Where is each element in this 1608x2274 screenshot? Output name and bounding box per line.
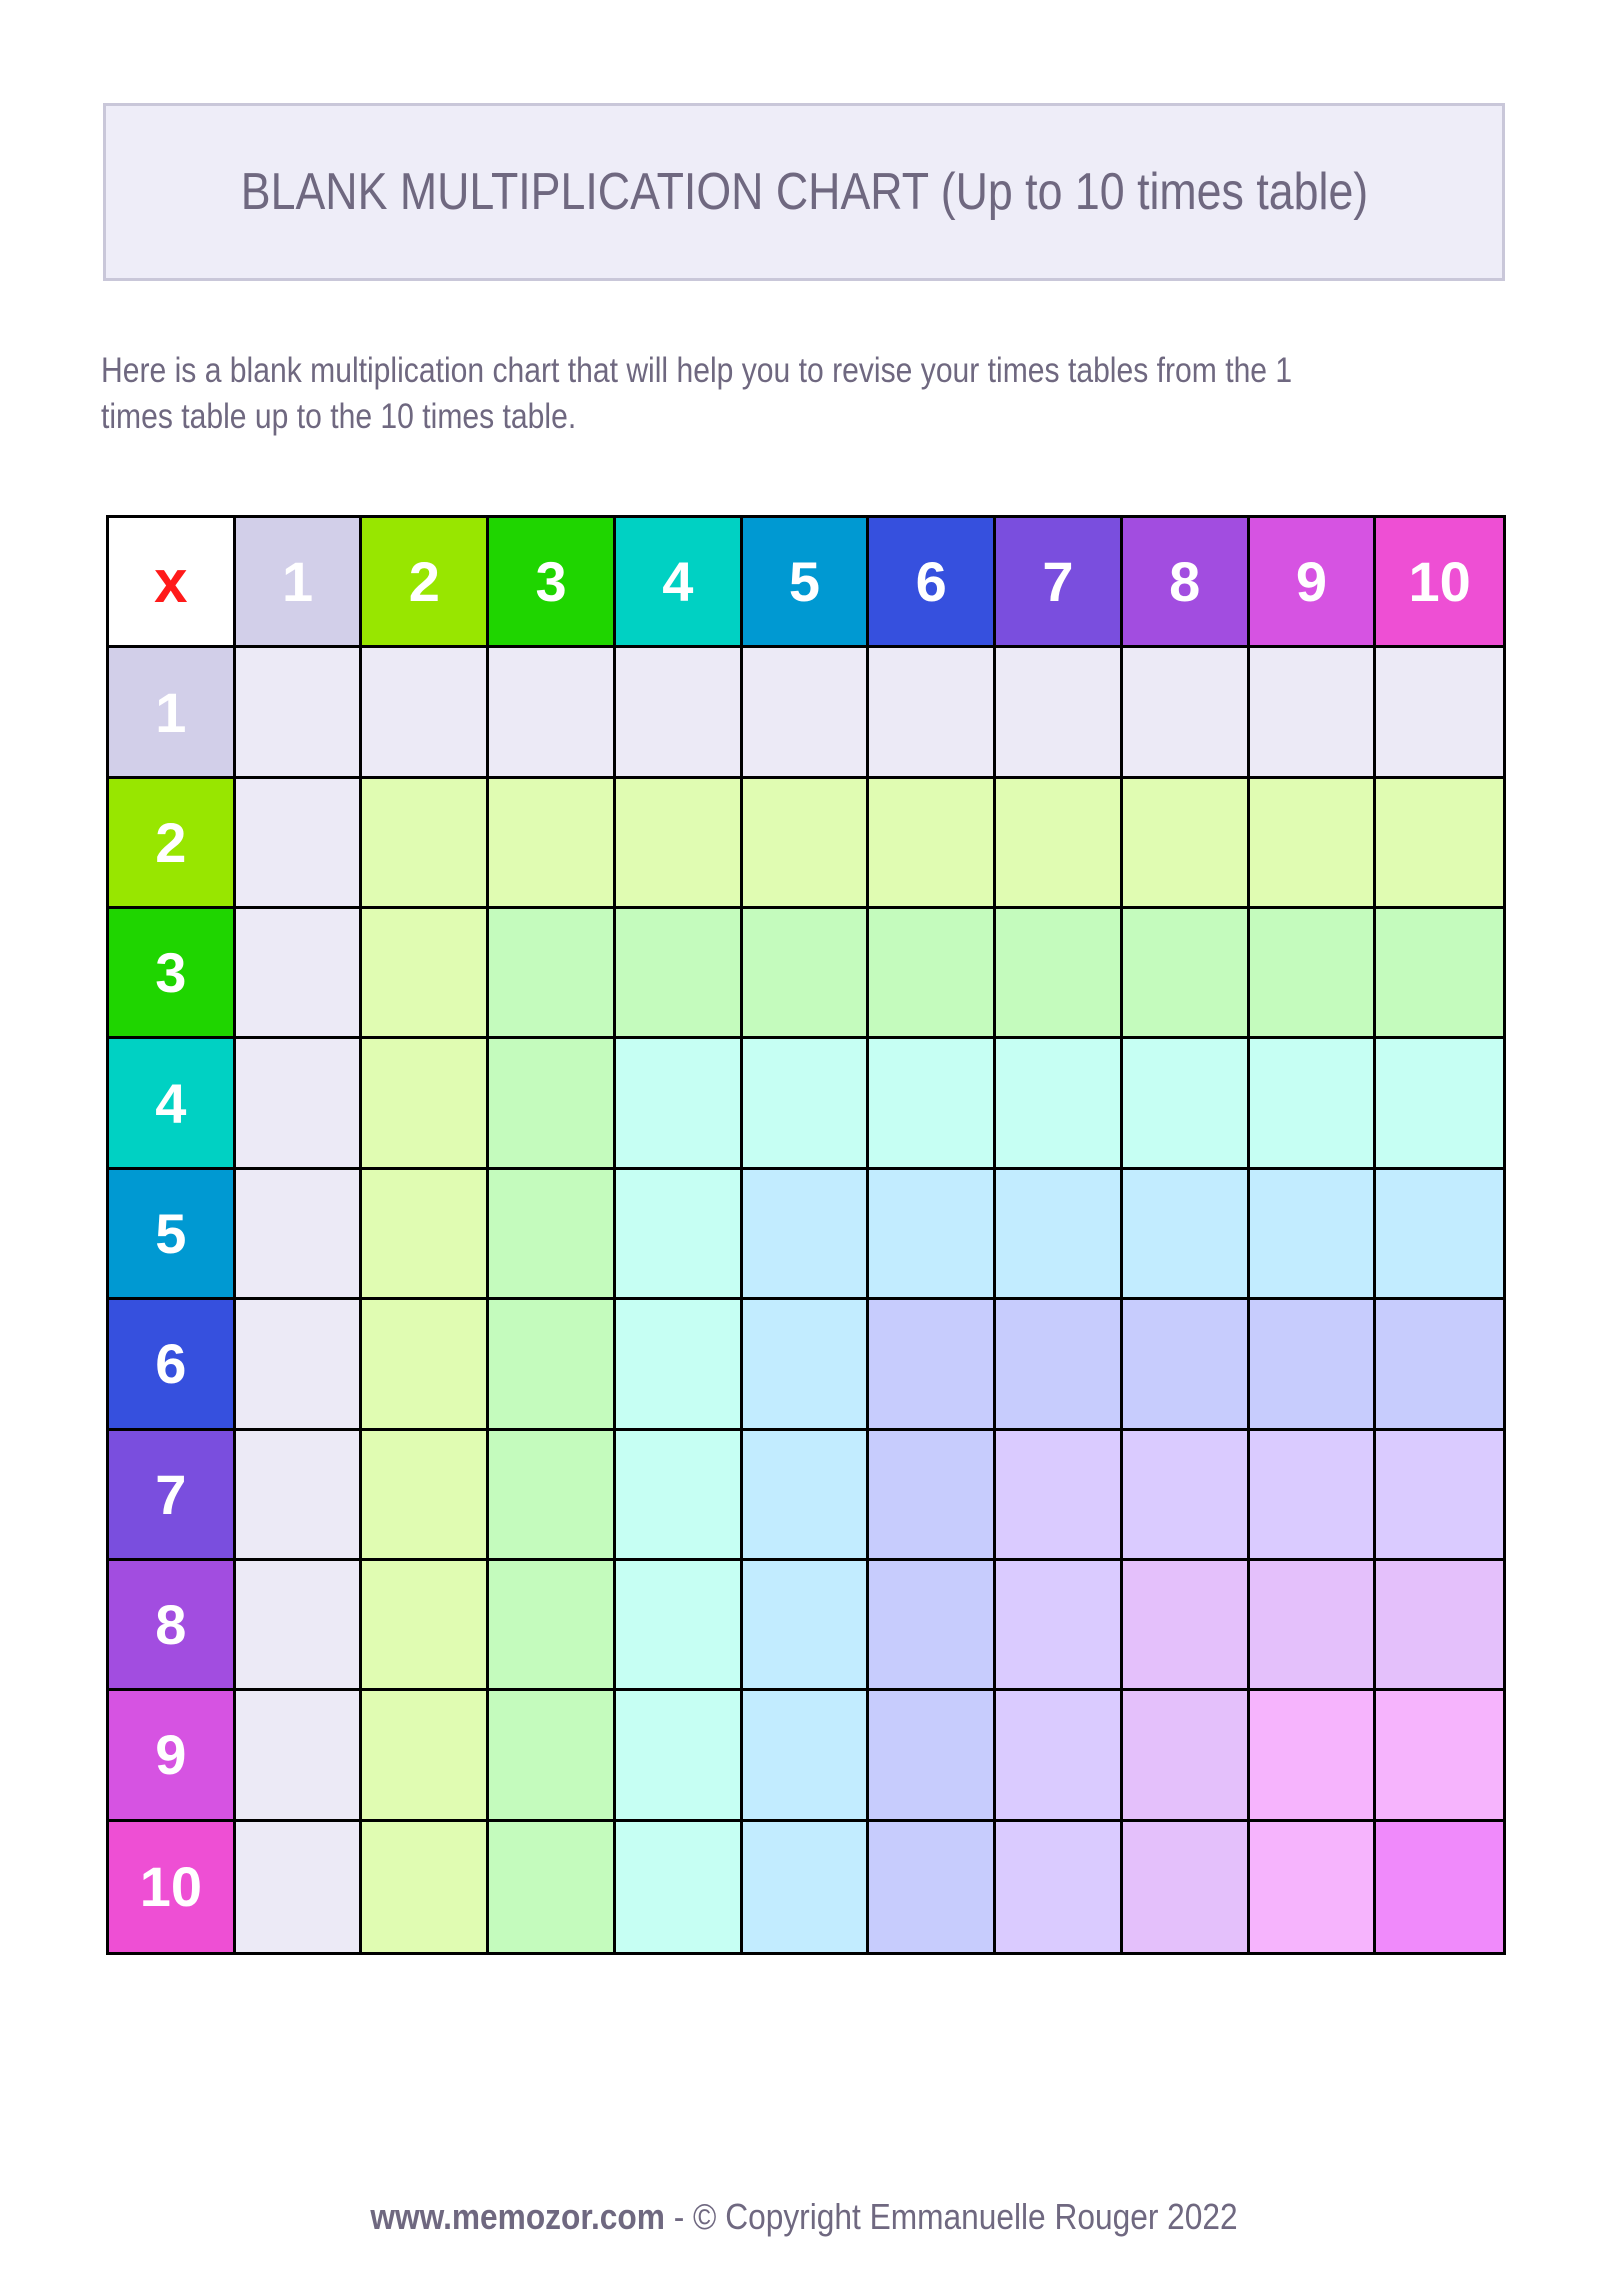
intro-line-2: times table up to the 10 times table. — [101, 397, 577, 436]
answer-cell — [743, 1170, 870, 1300]
answer-cell — [362, 1170, 489, 1300]
answer-cell — [236, 909, 363, 1039]
answer-cell — [616, 1561, 743, 1691]
answer-cell — [743, 909, 870, 1039]
answer-cell — [362, 909, 489, 1039]
row-header: 6 — [109, 1300, 236, 1430]
answer-cell — [1250, 1300, 1377, 1430]
answer-cell — [996, 1170, 1123, 1300]
answer-cell — [1123, 648, 1250, 778]
answer-cell — [362, 1300, 489, 1430]
answer-cell — [743, 1039, 870, 1169]
answer-cell — [869, 909, 996, 1039]
answer-cell — [616, 1039, 743, 1169]
answer-cell — [1250, 1170, 1377, 1300]
answer-cell — [616, 648, 743, 778]
column-header: 4 — [616, 518, 743, 648]
column-header: 10 — [1376, 518, 1503, 648]
answer-cell — [1376, 1691, 1503, 1821]
answer-cell — [743, 1561, 870, 1691]
intro-text — [101, 348, 1322, 440]
answer-cell — [1376, 1300, 1503, 1430]
column-header: 7 — [996, 518, 1123, 648]
answer-cell — [743, 1300, 870, 1430]
row-header: 7 — [109, 1431, 236, 1561]
answer-cell — [616, 1300, 743, 1430]
answer-cell — [1250, 779, 1377, 909]
answer-cell — [616, 1431, 743, 1561]
answer-cell — [362, 648, 489, 778]
answer-cell — [236, 648, 363, 778]
answer-cell — [869, 648, 996, 778]
answer-cell — [1376, 779, 1503, 909]
answer-cell — [869, 779, 996, 909]
answer-cell — [489, 779, 616, 909]
answer-cell — [1250, 1561, 1377, 1691]
row-header: 8 — [109, 1561, 236, 1691]
row-header: 3 — [109, 909, 236, 1039]
answer-cell — [236, 1822, 363, 1952]
answer-cell — [489, 1691, 616, 1821]
answer-cell — [1376, 1561, 1503, 1691]
answer-cell — [362, 1039, 489, 1169]
answer-cell — [869, 1300, 996, 1430]
answer-cell — [236, 1431, 363, 1561]
answer-cell — [1376, 1431, 1503, 1561]
title-box — [103, 103, 1505, 281]
answer-cell — [996, 648, 1123, 778]
answer-cell — [616, 779, 743, 909]
footer-site: www.memozor.com — [370, 2196, 665, 2237]
answer-cell — [236, 1561, 363, 1691]
answer-cell — [1250, 648, 1377, 778]
answer-cell — [1250, 1431, 1377, 1561]
answer-cell — [362, 1822, 489, 1952]
answer-cell — [616, 909, 743, 1039]
corner-symbol: x — [109, 518, 236, 648]
answer-cell — [616, 1691, 743, 1821]
row-header: 5 — [109, 1170, 236, 1300]
answer-cell — [869, 1691, 996, 1821]
answer-cell — [1250, 909, 1377, 1039]
answer-cell — [1123, 779, 1250, 909]
answer-cell — [236, 1300, 363, 1430]
answer-cell — [236, 1170, 363, 1300]
column-header: 5 — [743, 518, 870, 648]
footer-copyright: - © Copyright Emmanuelle Rouger 2022 — [664, 2196, 1238, 2237]
answer-cell — [1376, 1170, 1503, 1300]
answer-cell — [996, 1431, 1123, 1561]
answer-cell — [489, 1822, 616, 1952]
answer-cell — [1376, 1822, 1503, 1952]
row-header: 2 — [109, 779, 236, 909]
answer-cell — [996, 909, 1123, 1039]
answer-cell — [489, 1039, 616, 1169]
row-header: 4 — [109, 1039, 236, 1169]
answer-cell — [743, 1822, 870, 1952]
answer-cell — [869, 1039, 996, 1169]
page-title: BLANK MULTIPLICATION CHART (Up to 10 times table) — [240, 163, 1368, 221]
answer-cell — [996, 1039, 1123, 1169]
answer-cell — [743, 779, 870, 909]
answer-cell — [489, 1300, 616, 1430]
answer-cell — [1250, 1039, 1377, 1169]
answer-cell — [362, 779, 489, 909]
answer-cell — [869, 1431, 996, 1561]
answer-cell — [1250, 1822, 1377, 1952]
answer-cell — [743, 1691, 870, 1821]
answer-cell — [489, 909, 616, 1039]
answer-cell — [996, 1691, 1123, 1821]
column-header: 1 — [236, 518, 363, 648]
answer-cell — [236, 1691, 363, 1821]
answer-cell — [236, 1039, 363, 1169]
answer-cell — [1250, 1691, 1377, 1821]
answer-cell — [616, 1822, 743, 1952]
answer-cell — [236, 779, 363, 909]
answer-cell — [996, 779, 1123, 909]
column-header: 6 — [869, 518, 996, 648]
answer-cell — [1123, 1561, 1250, 1691]
answer-cell — [1123, 1170, 1250, 1300]
answer-cell — [1123, 1691, 1250, 1821]
intro-line-1: Here is a blank multiplication chart that will help you to revise your times tables from the 1 — [101, 351, 1293, 390]
column-header: 9 — [1250, 518, 1377, 648]
answer-cell — [1123, 1300, 1250, 1430]
answer-cell — [1376, 648, 1503, 778]
answer-cell — [489, 1170, 616, 1300]
answer-cell — [362, 1561, 489, 1691]
answer-cell — [1123, 909, 1250, 1039]
answer-cell — [996, 1300, 1123, 1430]
answer-cell — [996, 1561, 1123, 1691]
row-header: 10 — [109, 1822, 236, 1952]
column-header: 2 — [362, 518, 489, 648]
column-header: 3 — [489, 518, 616, 648]
answer-cell — [869, 1561, 996, 1691]
answer-cell — [1376, 1039, 1503, 1169]
answer-cell — [869, 1170, 996, 1300]
answer-cell — [743, 1431, 870, 1561]
answer-cell — [362, 1691, 489, 1821]
answer-cell — [616, 1170, 743, 1300]
multiplication-grid — [106, 515, 1506, 1955]
answer-cell — [1123, 1822, 1250, 1952]
footer — [96, 2196, 1511, 2238]
answer-cell — [996, 1822, 1123, 1952]
answer-cell — [489, 648, 616, 778]
answer-cell — [1376, 909, 1503, 1039]
answer-cell — [743, 648, 870, 778]
answer-cell — [489, 1431, 616, 1561]
answer-cell — [1123, 1431, 1250, 1561]
answer-cell — [489, 1561, 616, 1691]
answer-cell — [1123, 1039, 1250, 1169]
column-header: 8 — [1123, 518, 1250, 648]
row-header: 1 — [109, 648, 236, 778]
row-header: 9 — [109, 1691, 236, 1821]
answer-cell — [362, 1431, 489, 1561]
answer-cell — [869, 1822, 996, 1952]
